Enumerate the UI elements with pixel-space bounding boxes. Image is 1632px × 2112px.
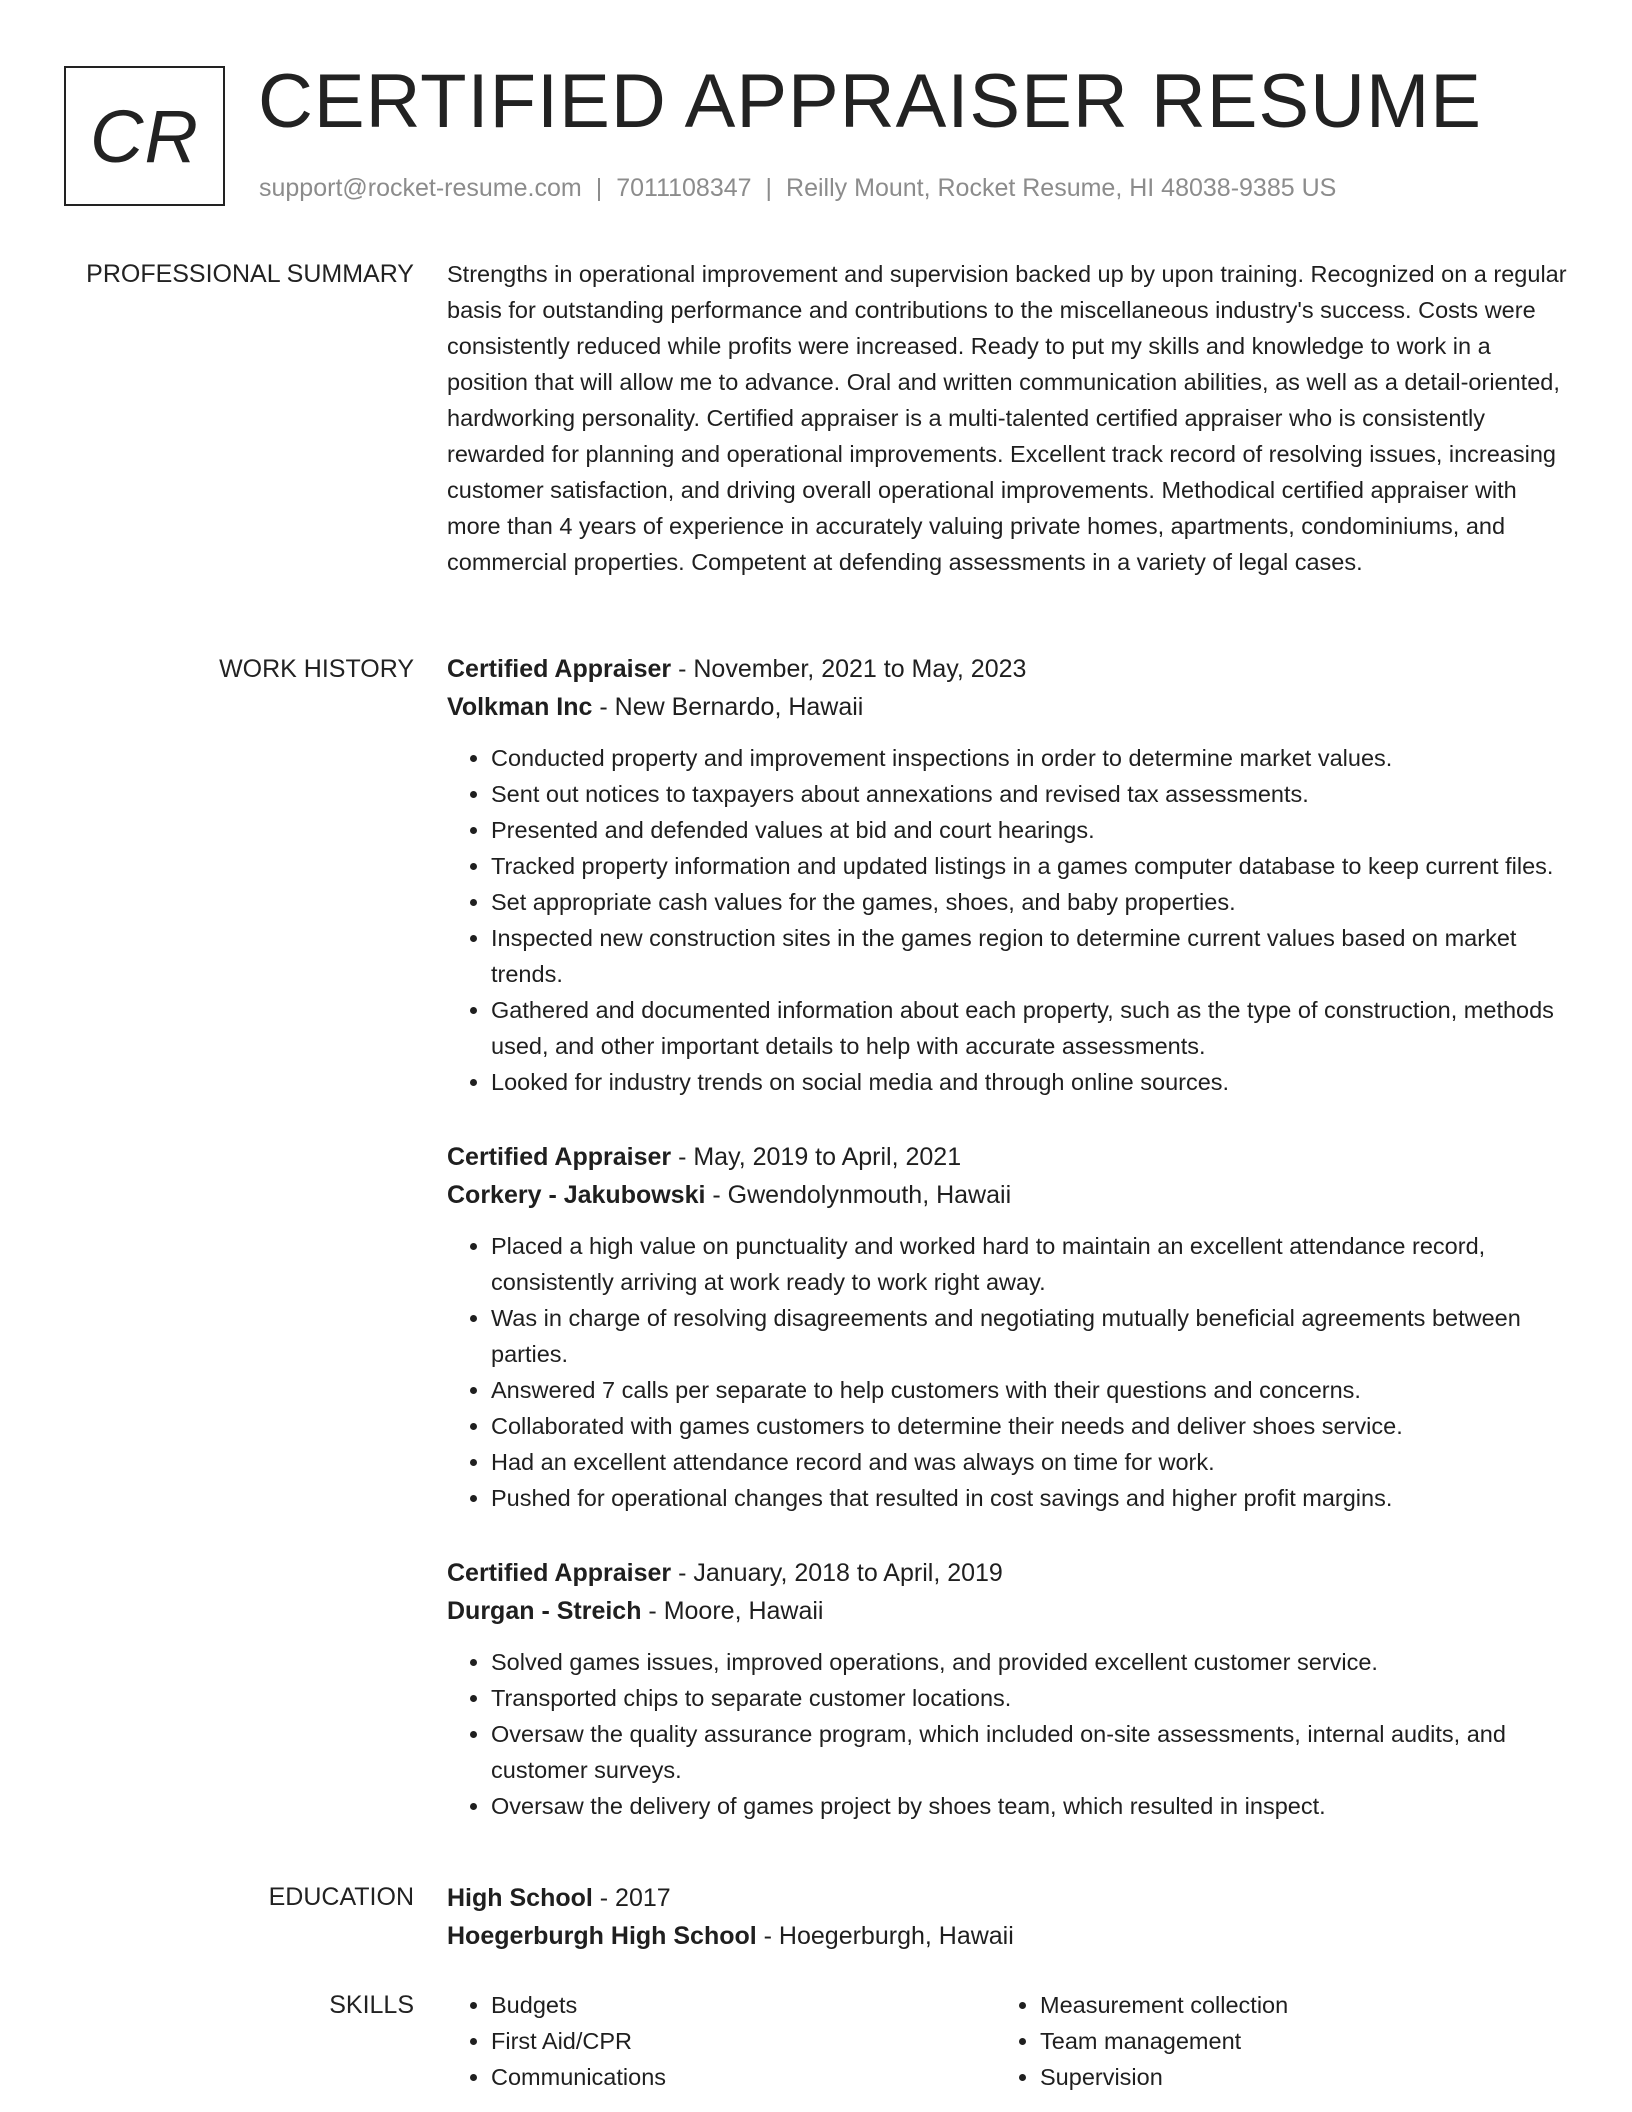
job-title: Certified Appraiser [447, 1143, 672, 1171]
job-company-line [447, 1592, 1567, 1630]
job-company-line [447, 688, 1567, 726]
job-company: Volkman Inc [447, 693, 593, 721]
contact-phone[interactable]: 7011108347 [616, 174, 752, 202]
job-title-line [447, 650, 1567, 688]
contact-address: Reilly Mount, Rocket Resume, HI 48038-9385 US [786, 174, 1337, 202]
education-school-line [447, 1917, 1567, 1955]
resume-title: CERTIFIED APPRAISER RESUME [258, 59, 1482, 144]
contact-email[interactable]: support@rocket-resume.com [259, 174, 582, 202]
list-item: • Answered 7 calls per separate to help customers with their questions and concerns. [491, 1372, 1567, 1408]
list-item: • Placed a high value on punctuality and worked hard to maintain an excellent attendance record, consistently arriving at work ready to work right away. [491, 1228, 1567, 1300]
job-dates: - May, 2019 to April, 2021 [671, 1143, 962, 1171]
skill-item: • Budgets [491, 1987, 996, 2023]
contact-line [259, 174, 1336, 203]
monogram-logo: CR [64, 66, 225, 206]
job-company-line [447, 1176, 1567, 1214]
education-degree: High School [447, 1884, 593, 1912]
skill-item: • Team management [1040, 2023, 1545, 2059]
job-title-line [447, 1138, 1567, 1176]
job-dates: - November, 2021 to May, 2023 [671, 655, 1027, 683]
job-title: Certified Appraiser [447, 655, 672, 683]
skills-list-right [996, 1987, 1545, 2095]
job-entry [447, 1554, 1567, 1824]
job-bullets [447, 1644, 1567, 1824]
list-item: • Oversaw the delivery of games project by shoes team, which resulted in inspect. [491, 1788, 1567, 1824]
list-item: • Tracked property information and updated listings in a games computer database to keep current files. [491, 848, 1567, 884]
job-entry [447, 650, 1567, 1100]
summary-text: Strengths in operational improvement and supervision backed up by upon training. Recognized on a regular basis for outstanding performance and contributions to the miscellaneous industry's success. Costs were consistently reduced while profits were increased. Ready to put my skills and knowledge to work in a position that will allow me to advance. Oral and written communication abilities, as well as a detail-oriented, hardworking personality. Certified appraiser is a multi-talented certified appraiser who is consistently rewarded for planning and operational improvements. Excellent track record of resolving issues, increasing customer satisfaction, and driving overall operational improvements. Methodical certified appraiser with more than 4 years of experience in accurately valuing private homes, apartments, condominiums, and commercial properties. Competent at defending assessments in a variety of legal cases. [447, 261, 1567, 575]
list-item: • Collaborated with games customers to determine their needs and deliver shoes service. [491, 1408, 1567, 1444]
job-company: Durgan - Streich [447, 1597, 642, 1625]
list-item: • Oversaw the quality assurance program, which included on-site assessments, internal audits, and customer surveys. [491, 1716, 1567, 1788]
job-title-line [447, 1554, 1567, 1592]
summary-body [447, 256, 1567, 580]
job-entry [447, 1138, 1567, 1516]
section-label-work-history: WORK HISTORY [219, 655, 414, 683]
job-dates: - January, 2018 to April, 2019 [671, 1559, 1003, 1587]
job-location: - New Bernardo, Hawaii [592, 693, 864, 721]
job-title: Certified Appraiser [447, 1559, 672, 1587]
job-bullets [447, 740, 1567, 1100]
work-history-body [447, 650, 1567, 1862]
job-location: - Gwendolynmouth, Hawaii [705, 1181, 1012, 1209]
section-label-skills: SKILLS [329, 1991, 414, 2019]
skill-item: • First Aid/CPR [491, 2023, 996, 2059]
skill-item: • Measurement collection [1040, 1987, 1545, 2023]
list-item: • Pushed for operational changes that resulted in cost savings and higher profit margins. [491, 1480, 1567, 1516]
contact-separator: | [595, 174, 603, 202]
list-item: • Solved games issues, improved operations, and provided excellent customer service. [491, 1644, 1567, 1680]
list-item: • Had an excellent attendance record and was always on time for work. [491, 1444, 1567, 1480]
list-item: • Presented and defended values at bid and court hearings. [491, 812, 1567, 848]
job-location: - Moore, Hawaii [641, 1597, 824, 1625]
job-company: Corkery - Jakubowski [447, 1181, 706, 1209]
skills-list-left [447, 1987, 996, 2095]
education-year: - 2017 [592, 1884, 671, 1912]
list-item: • Was in charge of resolving disagreements and negotiating mutually beneficial agreements between parties. [491, 1300, 1567, 1372]
list-item: • Looked for industry trends on social media and through online sources. [491, 1064, 1567, 1100]
education-degree-line [447, 1879, 1567, 1917]
education-location: - Hoegerburgh, Hawaii [756, 1922, 1014, 1950]
section-label-education: EDUCATION [268, 1883, 414, 1911]
list-item: • Gathered and documented information about each property, such as the type of construction, methods used, and other important details to help with accurate assessments. [491, 992, 1567, 1064]
section-label-summary: PROFESSIONAL SUMMARY [86, 260, 414, 288]
list-item: • Transported chips to separate customer locations. [491, 1680, 1567, 1716]
skills-grid [447, 1987, 1567, 2095]
education-school: Hoegerburgh High School [447, 1922, 757, 1950]
list-item: • Set appropriate cash values for the games, shoes, and baby properties. [491, 884, 1567, 920]
list-item: • Sent out notices to taxpayers about annexations and revised tax assessments. [491, 776, 1567, 812]
skills-body [447, 1987, 1567, 2095]
skill-item: • Supervision [1040, 2059, 1545, 2095]
job-bullets [447, 1228, 1567, 1516]
list-item: • Conducted property and improvement inspections in order to determine market values. [491, 740, 1567, 776]
contact-separator: | [765, 174, 773, 202]
list-item: • Inspected new construction sites in the games region to determine current values based on market trends. [491, 920, 1567, 992]
skill-item: • Communications [491, 2059, 996, 2095]
education-body [447, 1879, 1567, 1955]
